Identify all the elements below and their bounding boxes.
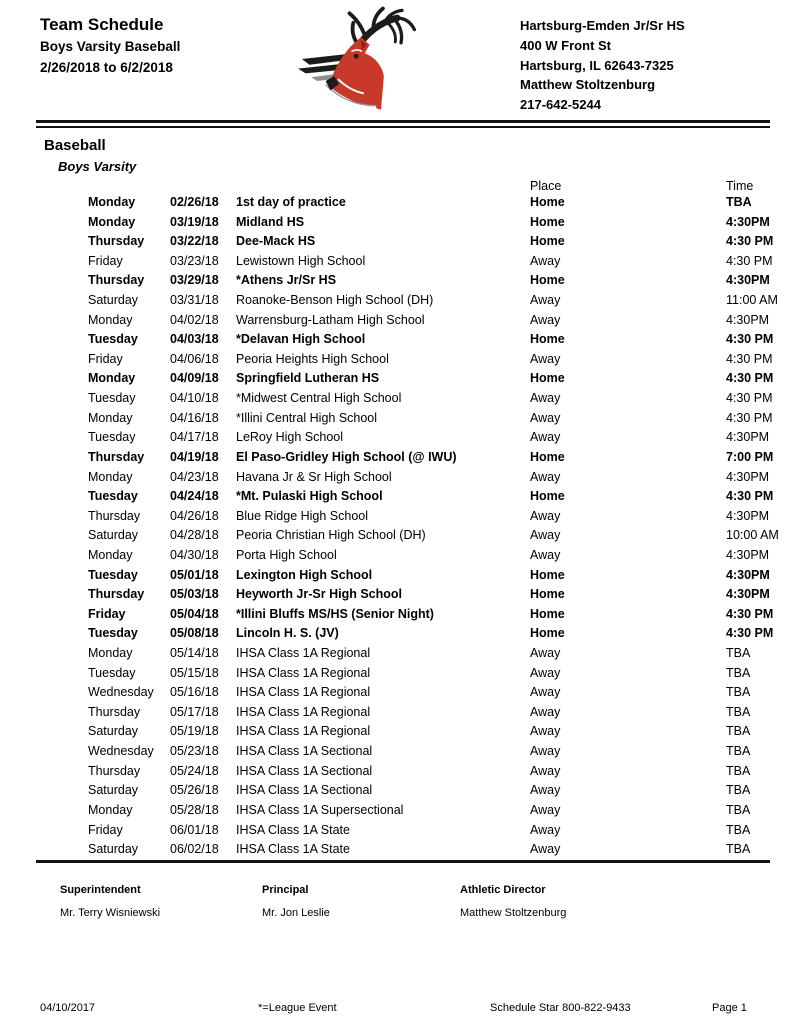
schedule-row [88, 311, 775, 331]
cell-event: Midland HS [236, 214, 305, 229]
cell-place: Home [530, 332, 565, 347]
schedule-row [88, 193, 775, 213]
cell-date: 04/23/18 [170, 469, 219, 484]
school-address-city: Hartsburg, IL 62643-7325 [520, 57, 674, 73]
cell-day: Saturday [88, 293, 139, 308]
cell-day: Thursday [88, 449, 145, 464]
cell-day: Thursday [88, 234, 145, 249]
official-name: Mr. Terry Wisniewski [60, 907, 161, 919]
schedule-row [88, 605, 775, 625]
cell-time: TBA [726, 822, 751, 837]
cell-time: 4:30PM [726, 214, 770, 229]
cell-day: Tuesday [88, 489, 138, 504]
cell-day: Tuesday [88, 430, 136, 445]
cell-event: *Illini Bluffs MS/HS (Senior Night) [236, 606, 434, 621]
cell-event: Lincoln H. S. (JV) [236, 626, 339, 641]
cell-place: Away [530, 351, 561, 366]
cell-time: 4:30PM [726, 469, 770, 484]
schedule-row [88, 722, 775, 742]
schedule-row [88, 801, 775, 821]
col-event-header [236, 180, 530, 193]
header-divider [36, 120, 770, 128]
school-block [520, 16, 685, 115]
cell-day: Tuesday [88, 567, 138, 582]
cell-time: 11:00 AM [726, 293, 778, 308]
cell-event: IHSA Class 1A Sectional [236, 783, 373, 798]
cell-date: 03/29/18 [170, 273, 219, 288]
cell-time: TBA [726, 685, 751, 700]
schedule-row [88, 487, 775, 507]
cell-day: Monday [88, 469, 133, 484]
stag-mascot-icon [298, 6, 422, 114]
cell-date: 03/31/18 [170, 293, 219, 308]
cell-place: Home [530, 587, 565, 602]
cell-day: Monday [88, 410, 133, 425]
schedule-row [88, 428, 775, 448]
official-name: Matthew Stoltzenburg [460, 907, 567, 919]
cell-date: 05/15/18 [170, 665, 219, 680]
cell-day: Tuesday [88, 626, 138, 641]
cell-time: 4:30PM [726, 587, 770, 602]
cell-day: Tuesday [88, 332, 138, 347]
cell-place: Away [530, 763, 561, 778]
cell-day: Friday [88, 351, 123, 366]
cell-day: Monday [88, 646, 133, 661]
page-title: Team Schedule [40, 15, 164, 34]
cell-date: 04/03/18 [170, 332, 219, 347]
cell-date: 06/02/18 [170, 842, 219, 857]
cell-event: IHSA Class 1A Supersectional [236, 802, 404, 817]
cell-event: El Paso-Gridley High School (@ IWU) [236, 449, 457, 464]
schedule-row [88, 585, 775, 605]
cell-date: 05/08/18 [170, 626, 219, 641]
cell-time: TBA [726, 842, 751, 857]
cell-time: 7:00 PM [726, 449, 774, 464]
school-logo [298, 6, 422, 114]
cell-date: 05/01/18 [170, 567, 219, 582]
cell-day: Tuesday [88, 391, 136, 406]
cell-place: Away [530, 410, 561, 425]
schedule-header-row [88, 180, 775, 193]
schedule-row [88, 271, 775, 291]
cell-time: 4:30 PM [726, 234, 774, 249]
footer-page-number: Page 1 [712, 1002, 747, 1014]
cell-day: Saturday [88, 842, 139, 857]
cell-day: Tuesday [88, 665, 136, 680]
cell-event: Blue Ridge High School [236, 508, 369, 523]
cell-place: Away [530, 312, 561, 327]
cell-date: 05/16/18 [170, 685, 219, 700]
cell-date: 05/28/18 [170, 802, 219, 817]
cell-date: 02/26/18 [170, 195, 219, 209]
col-date-header [170, 180, 236, 193]
cell-place: Home [530, 626, 565, 641]
cell-event: Springfield Lutheran HS [236, 371, 380, 386]
schedule-row [88, 624, 775, 644]
cell-event: Heyworth Jr-Sr High School [236, 587, 402, 602]
cell-day: Monday [88, 195, 136, 209]
cell-date: 05/24/18 [170, 763, 219, 778]
cell-event: Dee-Mack HS [236, 234, 316, 249]
schedule-row [88, 644, 775, 664]
cell-time: 4:30 PM [726, 391, 773, 406]
cell-place: Away [530, 744, 561, 759]
schedule-row [88, 252, 775, 272]
schedule-row [88, 546, 775, 566]
cell-day: Friday [88, 822, 123, 837]
schedule-row [88, 526, 779, 546]
cell-day: Wednesday [88, 685, 154, 700]
cell-time: 4:30PM [726, 312, 770, 327]
official-title: Athletic Director [460, 884, 546, 896]
cell-place: Away [530, 547, 561, 562]
date-range: 2/26/2018 to 6/2/2018 [40, 60, 173, 75]
cell-event: LeRoy High School [236, 430, 344, 445]
official-name: Mr. Jon Leslie [262, 907, 330, 919]
cell-place: Away [530, 822, 561, 837]
cell-day: Saturday [88, 783, 139, 798]
cell-date: 04/10/18 [170, 391, 219, 406]
cell-place: Home [530, 449, 565, 464]
cell-place: Home [530, 234, 565, 249]
cell-event: IHSA Class 1A Regional [236, 646, 371, 661]
cell-event: IHSA Class 1A Sectional [236, 763, 373, 778]
schedule-table [88, 179, 779, 860]
schedule-row [88, 566, 775, 586]
cell-place: Home [530, 606, 565, 621]
cell-time: TBA [726, 744, 751, 759]
schedule-row [88, 840, 775, 860]
cell-day: Monday [88, 214, 136, 229]
cell-date: 05/23/18 [170, 744, 219, 759]
cell-day: Wednesday [88, 744, 154, 759]
official-title: Superintendent [60, 884, 141, 896]
cell-time: 10:00 AM [726, 528, 779, 543]
cell-time: 4:30PM [726, 508, 770, 523]
cell-day: Saturday [88, 528, 139, 543]
cell-time: TBA [726, 783, 751, 798]
cell-date: 04/17/18 [170, 430, 219, 445]
cell-date: 05/14/18 [170, 646, 219, 661]
cell-place: Away [530, 802, 561, 817]
cell-date: 04/24/18 [170, 489, 219, 504]
schedule-row [88, 507, 775, 527]
cell-event: Porta High School [236, 547, 337, 562]
cell-date: 03/19/18 [170, 214, 219, 229]
cell-time: 4:30 PM [726, 626, 774, 641]
cell-event: *Mt. Pulaski High School [236, 489, 383, 504]
cell-place: Away [530, 430, 561, 445]
schedule-row [88, 291, 778, 311]
title-block [40, 14, 180, 78]
cell-time: 4:30PM [726, 547, 770, 562]
cell-event: Havana Jr & Sr High School [236, 469, 392, 484]
cell-date: 04/06/18 [170, 351, 219, 366]
cell-day: Monday [88, 547, 133, 562]
official-principal [262, 884, 330, 919]
cell-place: Away [530, 842, 561, 857]
cell-event: IHSA Class 1A Sectional [236, 744, 373, 759]
school-name: Hartsburg-Emden Jr/Sr HS [520, 18, 685, 33]
schedule-row [88, 468, 775, 488]
col-time-header: Time [726, 179, 754, 193]
cell-time: TBA [726, 704, 751, 719]
schedule-row [88, 664, 775, 684]
cell-place: Home [530, 371, 565, 386]
schedule-row [88, 232, 775, 252]
school-contact-name: Matthew Stoltzenburg [520, 77, 656, 93]
schedule-row [88, 448, 775, 468]
cell-event: Lexington High School [236, 567, 373, 582]
cell-event: *Illini Central High School [236, 410, 378, 425]
cell-time: 4:30 PM [726, 606, 774, 621]
cell-day: Monday [88, 802, 133, 817]
cell-place: Away [530, 704, 561, 719]
cell-place: Away [530, 469, 561, 484]
footer-legend: *=League Event [258, 1002, 337, 1014]
cell-place: Away [530, 665, 561, 680]
cell-time: 4:30PM [726, 567, 770, 582]
footer-print-date: 04/10/2017 [40, 1002, 96, 1014]
cell-day: Thursday [88, 763, 141, 778]
schedule-row [88, 213, 775, 233]
cell-day: Friday [88, 606, 126, 621]
cell-place: Away [530, 783, 561, 798]
cell-place: Away [530, 293, 561, 308]
cell-date: 04/09/18 [170, 371, 219, 386]
cell-event: 1st day of practice [236, 195, 346, 209]
cell-date: 06/01/18 [170, 822, 219, 837]
schedule-row [88, 703, 775, 723]
cell-place: Away [530, 528, 561, 543]
cell-event: Peoria Christian High School (DH) [236, 528, 426, 543]
cell-place: Home [530, 214, 565, 229]
cell-event: Roanoke-Benson High School (DH) [236, 293, 434, 308]
cell-event: *Midwest Central High School [236, 391, 402, 406]
sport-heading: Baseball [44, 137, 106, 154]
cell-date: 04/26/18 [170, 508, 219, 523]
cell-date: 05/03/18 [170, 587, 219, 602]
schedule-row [88, 409, 775, 429]
cell-event: *Delavan High School [236, 332, 366, 347]
cell-date: 04/16/18 [170, 410, 219, 425]
cell-place: Away [530, 253, 561, 268]
school-contact-phone: 217-642-5244 [520, 97, 601, 113]
cell-date: 05/19/18 [170, 724, 219, 739]
cell-day: Thursday [88, 273, 145, 288]
cell-day: Monday [88, 312, 133, 327]
cell-time: TBA [726, 802, 751, 817]
cell-day: Friday [88, 253, 123, 268]
official-superintendent [60, 884, 160, 919]
schedule-row [88, 389, 775, 409]
cell-place: Home [530, 489, 565, 504]
cell-place: Home [530, 567, 565, 582]
cell-place: Away [530, 391, 561, 406]
col-place-header: Place [530, 179, 562, 193]
cell-event: Warrensburg-Latham High School [236, 312, 425, 327]
cell-event: *Athens Jr/Sr HS [236, 273, 337, 288]
schedule-rows [88, 193, 779, 860]
cell-date: 03/22/18 [170, 234, 219, 249]
cell-time: 4:30 PM [726, 253, 773, 268]
cell-time: 4:30 PM [726, 489, 774, 504]
cell-place: Away [530, 646, 561, 661]
cell-time: 4:30 PM [726, 332, 774, 347]
team-heading: Boys Varsity [58, 159, 137, 174]
cell-date: 05/17/18 [170, 704, 219, 719]
cell-time: TBA [726, 646, 751, 661]
footer-vendor: Schedule Star 800-822-9433 [490, 1002, 631, 1014]
cell-event: Lewistown High School [236, 253, 366, 268]
cell-place: Away [530, 685, 561, 700]
cell-date: 03/23/18 [170, 253, 219, 268]
official-title: Principal [262, 884, 309, 896]
cell-time: TBA [726, 763, 751, 778]
team-subtitle: Boys Varsity Baseball [40, 39, 181, 54]
schedule-row [88, 369, 775, 389]
cell-time: TBA [726, 665, 751, 680]
schedule-row [88, 330, 775, 350]
cell-place: Home [530, 195, 565, 209]
cell-day: Thursday [88, 508, 141, 523]
cell-event: IHSA Class 1A State [236, 842, 350, 857]
cell-day: Thursday [88, 587, 145, 602]
cell-event: IHSA Class 1A State [236, 822, 350, 837]
cell-day: Thursday [88, 704, 141, 719]
cell-time: 4:30 PM [726, 351, 773, 366]
cell-date: 04/02/18 [170, 312, 219, 327]
cell-time: TBA [726, 724, 751, 739]
schedule-row [88, 781, 775, 801]
cell-place: Away [530, 724, 561, 739]
schedule-row [88, 762, 775, 782]
cell-event: IHSA Class 1A Regional [236, 704, 371, 719]
schedule-row [88, 683, 775, 703]
cell-date: 05/26/18 [170, 783, 219, 798]
schedule-row [88, 821, 775, 841]
cell-day: Monday [88, 371, 136, 386]
cell-time: 4:30PM [726, 430, 770, 445]
cell-event: IHSA Class 1A Regional [236, 665, 371, 680]
cell-time: 4:30 PM [726, 371, 774, 386]
cell-place: Home [530, 273, 565, 288]
cell-event: IHSA Class 1A Regional [236, 724, 371, 739]
col-day-header [88, 180, 170, 193]
official-athletic-director [460, 884, 566, 919]
cell-time: 4:30 PM [726, 410, 773, 425]
school-address-street: 400 W Front St [520, 37, 612, 53]
cell-time: 4:30PM [726, 273, 770, 288]
cell-place: Away [530, 508, 561, 523]
cell-date: 04/28/18 [170, 528, 219, 543]
cell-event: IHSA Class 1A Regional [236, 685, 371, 700]
cell-day: Saturday [88, 724, 139, 739]
cell-event: Peoria Heights High School [236, 351, 389, 366]
cell-date: 04/19/18 [170, 449, 219, 464]
cell-time: TBA [726, 195, 752, 209]
schedule-row [88, 742, 775, 762]
table-bottom-divider [36, 860, 770, 863]
schedule-row [88, 350, 775, 370]
cell-date: 05/04/18 [170, 606, 219, 621]
cell-date: 04/30/18 [170, 547, 219, 562]
